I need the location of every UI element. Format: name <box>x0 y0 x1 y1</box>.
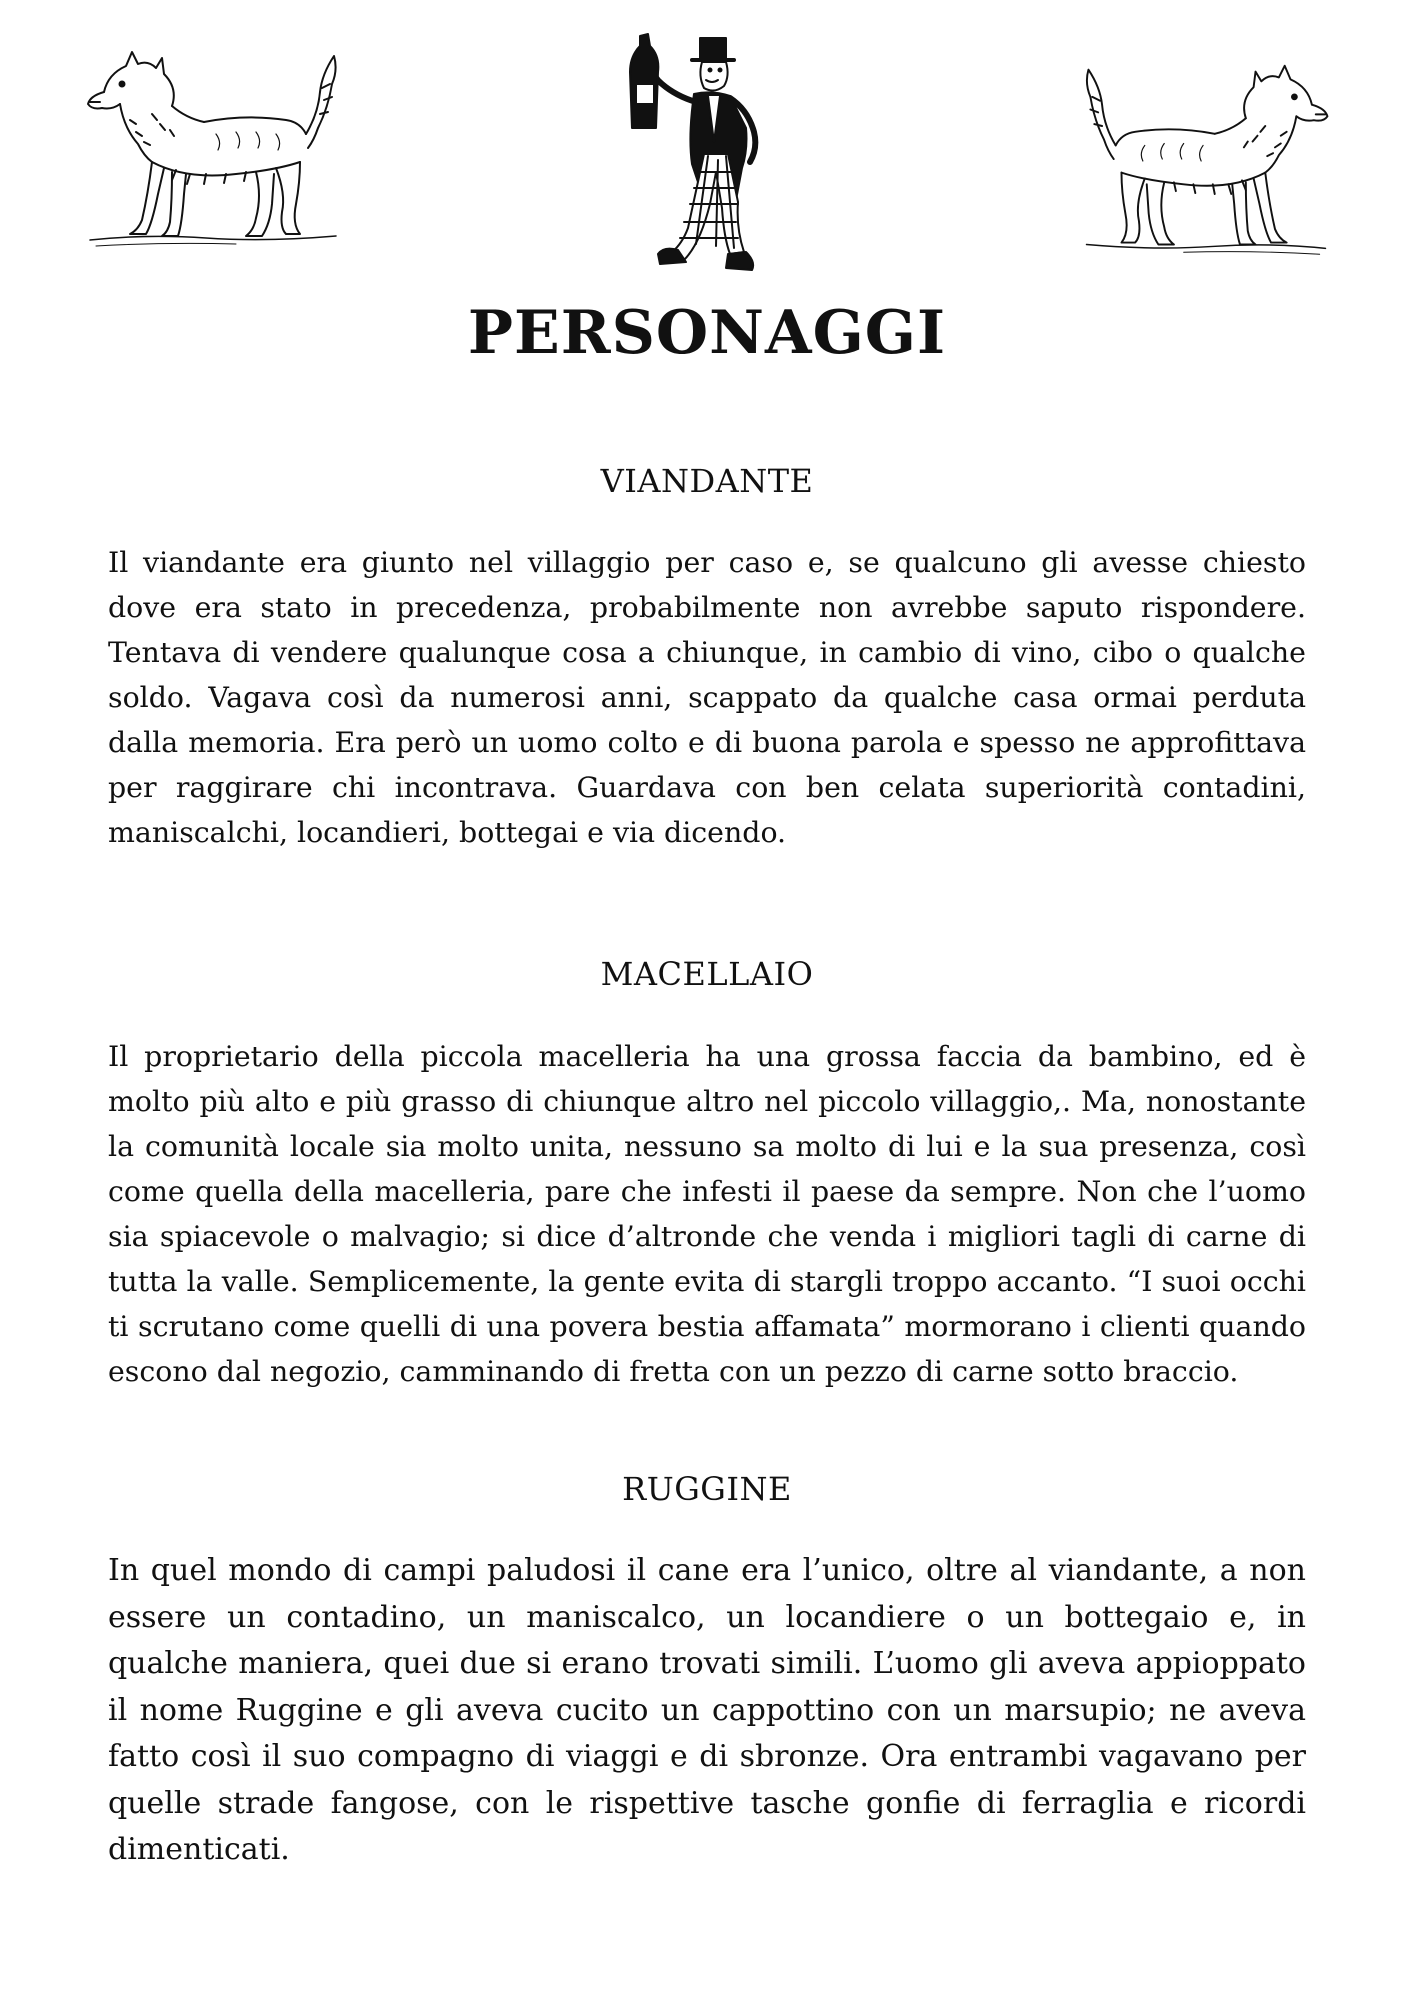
section-paragraph: Il proprietario della piccola macelleria ha una grossa faccia da bambino, ed è molto più alto e più grasso di chiunque altro nel piccolo villaggio,. Ma, nonostante la comunità locale sia molto unita, nessuno sa molto di lui e la sua presenza, così come quella della macelleria, pare che infesti il paese da sempre. Non che l’uomo sia spiacevole o malvagio; si dice d’altronde che venda i migliori tagli di carne di tutta la valle. Semplicemente, la gente evita di stargli troppo accanto. “I suoi occhi ti scrutano come quelli di una povera bestia affamata” mormorano i clienti quando escono dal negozio, camminando di fretta con un pezzo di carne sotto braccio. <box>108 1040 1306 1388</box>
section-heading: MACELLAIO <box>600 955 814 993</box>
section-heading: RUGGINE <box>622 1470 792 1508</box>
section-paragraph: Il viandante era giunto nel villaggio per caso e, se qualcuno gli avesse chiesto dove era stato in precedenza, probabilmente non avrebbe saputo rispondere. Tentava di vendere qualunque cosa a chiunque, in cambio di vino, cibo o qualche soldo. Vagava così da numerosi anni, scappato da qualche casa ormai perduta dalla memoria. Era però un uomo colto e di buona parola e spesso ne approfittava per raggirare chi incontrava. Guardava con ben celata superiorità contadini, maniscalchi, locandieri, bottegai e via dicendo. <box>108 546 1306 849</box>
section-paragraph: In quel mondo di campi paludosi il cane era l’unico, oltre al viandante, a non essere un contadino, un maniscalco, un locandiere o un bottegaio e, in qualche maniera, quei due si erano trovati simili. L’uomo gli aveva appioppato il nome Ruggine e gli aveva cucito un cappottino con un marsupio; ne aveva fatto così il suo compagno di viaggi e di sbronze. Ora entrambi vagavano per quelle strade fangose, con le rispettive tasche gonfie di ferraglia e ricordi dimenticati. <box>108 1553 1306 1867</box>
drunk-man-illustration <box>618 32 778 280</box>
page-title: PERSONAGGI <box>467 298 947 368</box>
dog-illustration-right <box>1074 58 1338 262</box>
dog-illustration-left <box>86 44 340 254</box>
section-heading: VIANDANTE <box>600 462 814 500</box>
